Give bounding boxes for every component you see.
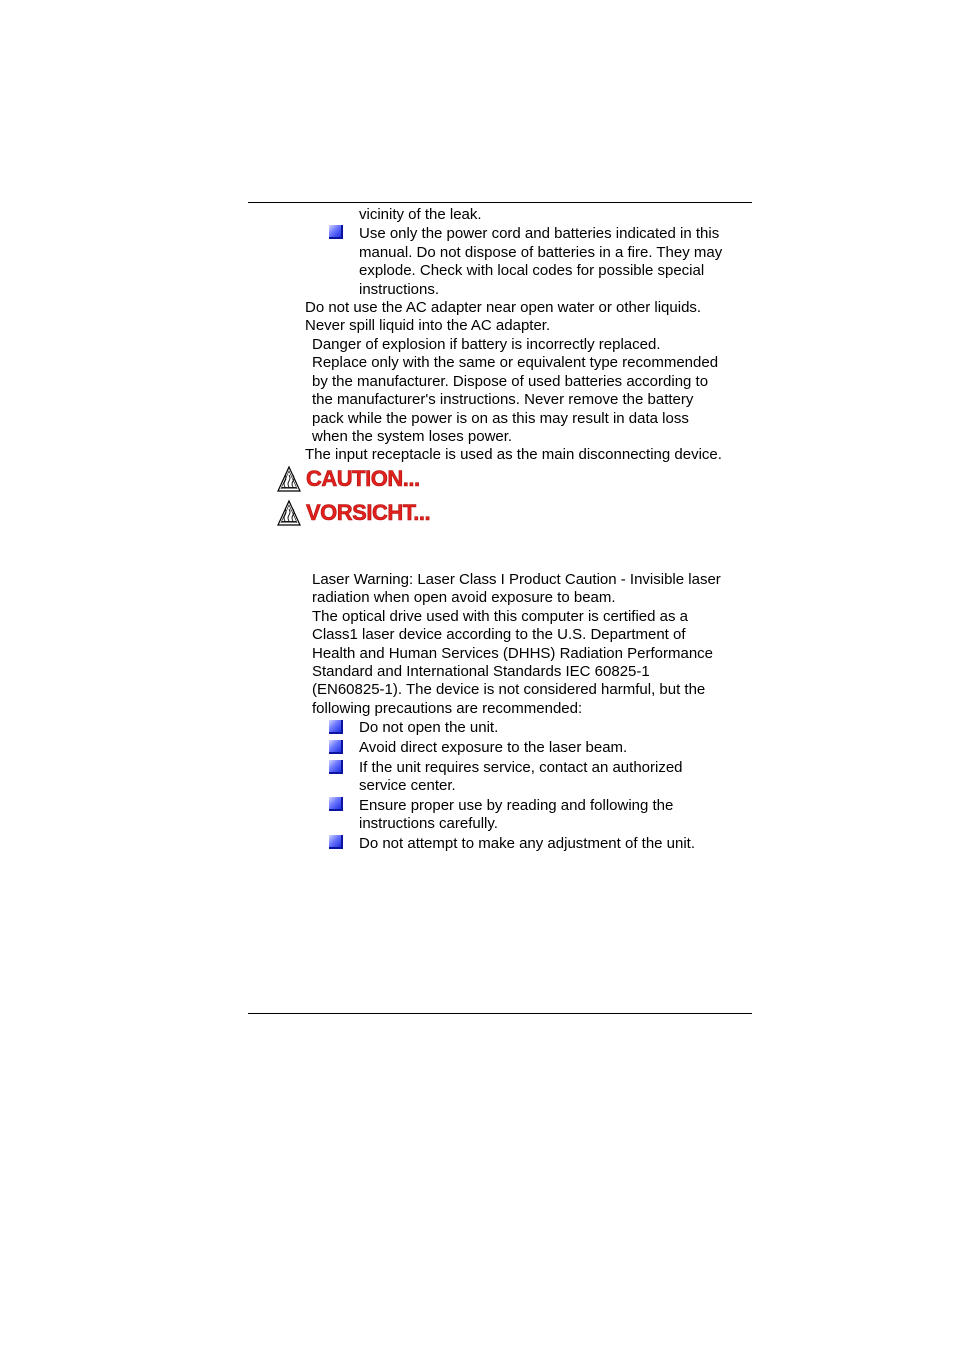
bullet-square-icon: [329, 835, 343, 849]
battery-warning-line-5: pack while the power is on as this may result in data loss: [312, 410, 689, 427]
bullet-square-icon: [329, 225, 343, 239]
laser-paragraph-line-2: radiation when open avoid exposure to beam.: [312, 589, 616, 606]
laser-paragraph-line-7: (EN60825-1). The device is not considered harmful, but the: [312, 681, 706, 698]
precaution-item-2: Avoid direct exposure to the laser beam.: [359, 739, 628, 756]
precaution-item-5: Do not attempt to make any adjustment of the unit.: [359, 835, 696, 852]
battery-warning-line-1: Danger of explosion if battery is incorrectly replaced.: [312, 336, 661, 353]
laser-paragraph-line-3: The optical drive used with this computer is certified as a: [312, 608, 689, 625]
vorsicht-label: VORSICHT...: [306, 500, 431, 525]
power-cord-bullet-line-2: manual. Do not dispose of batteries in a fire. They may: [359, 244, 723, 261]
power-cord-bullet-line-4: instructions.: [359, 281, 440, 298]
laser-paragraph-line-5: Health and Human Services (DHHS) Radiation Performance: [312, 645, 714, 662]
laser-paragraph-line-1: Laser Warning: Laser Class I Product Caution - Invisible laser: [312, 571, 721, 588]
bullet-square-icon: [329, 740, 343, 754]
battery-warning-line-2: Replace only with the same or equivalent type recommended: [312, 354, 719, 371]
hot-surface-warning-icon: [276, 465, 302, 493]
power-cord-bullet-line-1: Use only the power cord and batteries indicated in this: [359, 225, 720, 242]
precaution-item-4-line-2: instructions carefully.: [359, 815, 498, 832]
caution-heading: [276, 463, 420, 495]
hot-surface-warning-icon: [276, 499, 302, 527]
caution-label: CAUTION...: [306, 466, 420, 491]
precaution-item-3-line-1: If the unit requires service, contact an authorized: [359, 759, 683, 776]
power-cord-bullet-line-3: explode. Check with local codes for possible special: [359, 262, 705, 279]
ac-adapter-line-2: Never spill liquid into the AC adapter.: [305, 317, 551, 334]
ac-adapter-line-1: Do not use the AC adapter near open water or other liquids.: [305, 299, 702, 316]
laser-paragraph-line-8: following precautions are recommended:: [312, 700, 583, 717]
footer-rule: [248, 1013, 752, 1014]
bullet-square-icon: [329, 760, 343, 774]
leak-bullet-continuation: vicinity of the leak.: [359, 206, 482, 223]
bullet-square-icon: [329, 797, 343, 811]
bullet-square-icon: [329, 720, 343, 734]
vorsicht-heading: [276, 497, 430, 529]
header-rule: [248, 202, 752, 203]
laser-paragraph-line-6: Standard and International Standards IEC 60825-1: [312, 663, 650, 680]
battery-warning-line-4: the manufacturer's instructions. Never remove the battery: [312, 391, 694, 408]
disconnect-device-note: The input receptacle is used as the main disconnecting device.: [305, 446, 722, 463]
precaution-item-4-line-1: Ensure proper use by reading and following the: [359, 797, 674, 814]
precaution-item-1: Do not open the unit.: [359, 719, 499, 736]
laser-paragraph-line-4: Class1 laser device according to the U.S. Department of: [312, 626, 686, 643]
battery-warning-line-6: when the system loses power.: [312, 428, 513, 445]
precaution-item-3-line-2: service center.: [359, 777, 456, 794]
battery-warning-line-3: by the manufacturer. Dispose of used batteries according to: [312, 373, 709, 390]
